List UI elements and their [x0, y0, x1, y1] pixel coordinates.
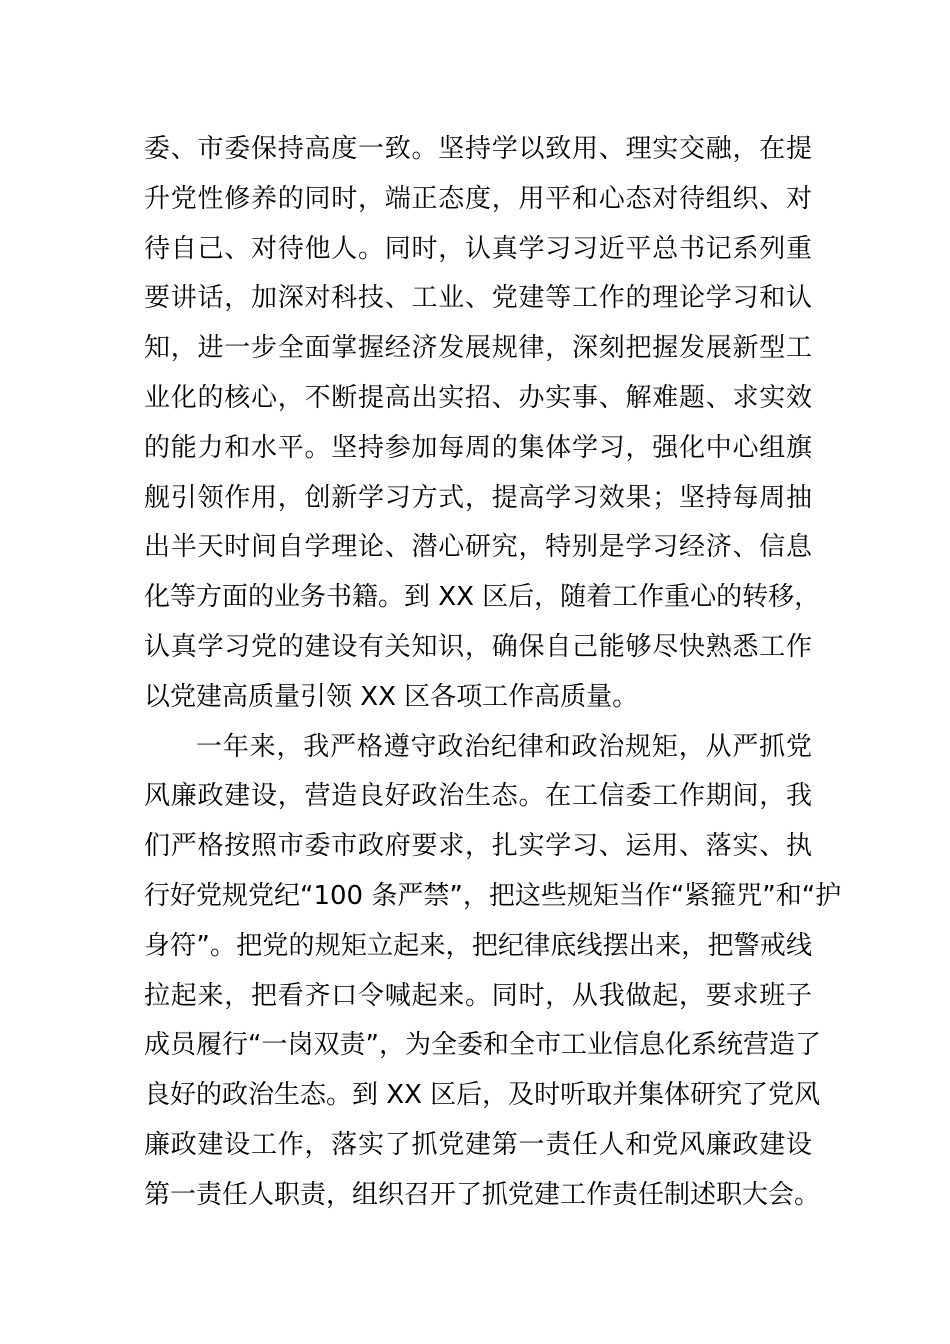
- text-line: 们严格按照市委市政府要求，扎实学习、运用、落实、执: [144, 831, 812, 862]
- text-line: 身符”。把党的规矩立起来，把纪律底线摆出来，把警戒线: [144, 930, 812, 961]
- text-line: 以党建高质量引领 XX 区各项工作高质量。: [144, 681, 639, 712]
- text-line: 委、市委保持高度一致。坚持学以致用、理实交融，在提: [144, 134, 812, 164]
- text-line: 业化的核心，不断提高出实招、办实事、解难题、求实效: [144, 382, 812, 413]
- text-line: 的能力和水平。坚持参加每周的集体学习，强化中心组旗: [144, 432, 812, 463]
- text-line: 化等方面的业务书籍。到 XX 区后，随着工作重心的转移，: [144, 582, 821, 613]
- text-line: 成员履行“一岗双责”，为全委和全市工业信息化系统营造了: [144, 1030, 821, 1061]
- text-line: 拉起来，把看齐口令喊起来。同时，从我做起，要求班子: [144, 980, 812, 1011]
- text-line: 舰引领作用，创新学习方式，提高学习效果；坚持每周抽: [144, 482, 812, 513]
- text-line: 认真学习党的建设有关知识，确保自己能够尽快熟悉工作: [144, 631, 812, 662]
- text-line: 廉政建设工作，落实了抓党建第一责任人和党风廉政建设: [144, 1129, 812, 1160]
- text-line: 行好党规党纪“100 条严禁”，把这些规矩当作“紧箍咒”和“护: [144, 880, 842, 911]
- text-line: 知，进一步全面掌握经济发展规律，深刻把握发展新型工: [144, 333, 812, 364]
- text-line: 要讲话，加深对科技、工业、党建等工作的理论学习和认: [144, 283, 812, 314]
- body-text: [144, 125, 842, 1221]
- text-line: 第一责任人职责，组织召开了抓党建工作责任制述职大会。: [144, 1179, 821, 1210]
- text-line: 待自己、对待他人。同时，认真学习习近平总书记系列重: [144, 233, 812, 264]
- paragraph-first-line: 一年来，我严格遵守政治纪律和政治规矩，从严抓党: [196, 731, 812, 762]
- text-line: 良好的政治生态。到 XX 区后，及时听取并集体研究了党风: [144, 1080, 821, 1111]
- text-line: 风廉政建设，营造良好政治生态。在工信委工作期间，我: [144, 781, 812, 812]
- text-line: 升党性修养的同时，端正态度，用平和心态对待组织、对: [144, 183, 812, 214]
- text-line: 出半天时间自学理论、潜心研究，特别是学习经济、信息: [144, 532, 812, 563]
